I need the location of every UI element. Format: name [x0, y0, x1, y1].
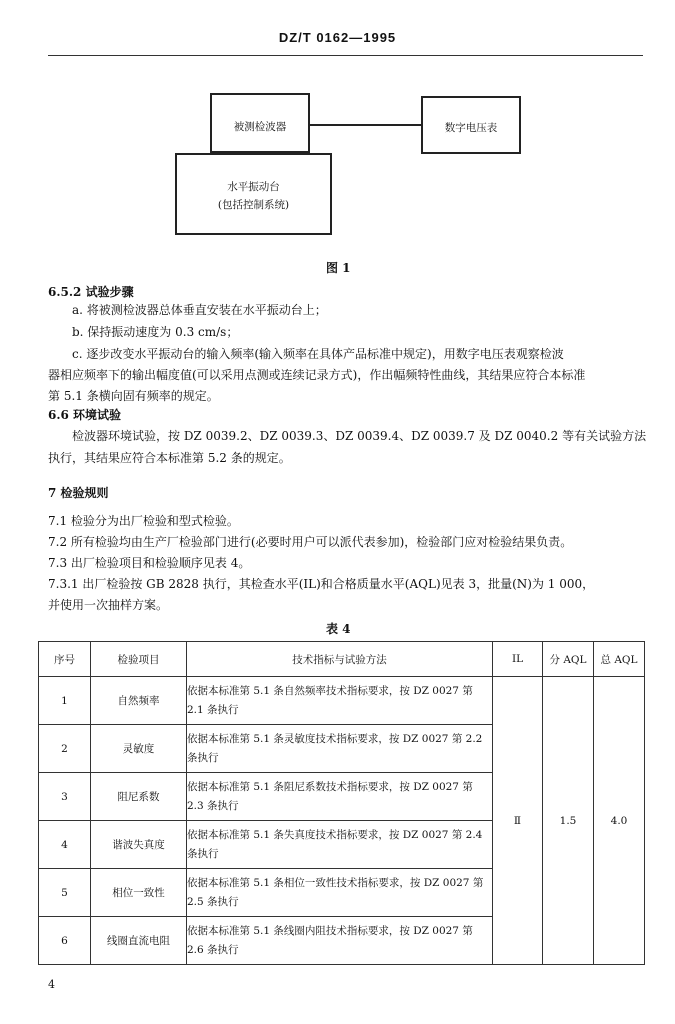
- page-number: 4: [48, 978, 55, 991]
- aql-cell: 1.5: [543, 677, 594, 965]
- page-header: DZ/T 0162—1995: [278, 30, 397, 45]
- total-aql-cell: 4.0: [594, 677, 645, 965]
- box-tested-label: 被测检波器: [233, 121, 287, 133]
- row-item: 谐波失真度: [91, 821, 187, 869]
- row-item: 相位一致性: [91, 869, 187, 917]
- para-7-2: 7.2 所有检验均由生产厂检验部门进行(必要时用户可以派代表参加)，检验部门应对检验结果负责。: [48, 535, 573, 549]
- section-7-title: 7 检验规则: [48, 486, 109, 500]
- row-no: 3: [39, 773, 91, 821]
- box-shaker-label-1: 水平振动台: [227, 181, 280, 193]
- row-no: 5: [39, 869, 91, 917]
- header-total-aql: 总 AQL: [594, 642, 645, 677]
- figure-1: [0, 0, 675, 275]
- il-cell: Ⅱ: [493, 677, 543, 965]
- row-tech: 依据本标准第 5.1 条相位一致性技术指标要求，按 DZ 0027 第 2.5 条执行: [187, 869, 493, 917]
- header-tech: 技术指标与试验方法: [187, 642, 493, 677]
- row-item: 自然频率: [91, 677, 187, 725]
- row-tech: 依据本标准第 5.1 条阻尼系数技术指标要求，按 DZ 0027 第 2.3 条执行: [187, 773, 493, 821]
- section-66-line-1: 检波器环境试验，按 DZ 0039.2、DZ 0039.3、DZ 0039.4、DZ 0039.7 及 DZ 0040.2 等有关试验方法: [72, 429, 647, 443]
- header-item: 检验项目: [91, 642, 187, 677]
- section-652-c-3: 第 5.1 条横向固有频率的规定。: [48, 389, 219, 403]
- row-no: 4: [39, 821, 91, 869]
- box-shaker: [175, 153, 332, 235]
- table-header-row: [39, 642, 645, 677]
- para-7-1: 7.1 检验分为出厂检验和型式检验。: [48, 514, 239, 528]
- row-item: 线圈直流电阻: [91, 917, 187, 965]
- section-652-a: a. 将被测检波器总体垂直安装在水平振动台上；: [72, 303, 327, 317]
- connector-line: [310, 124, 421, 126]
- para-7-3-1-line-2: 并使用一次抽样方案。: [48, 598, 169, 612]
- row-tech: 依据本标准第 5.1 条失真度技术指标要求，按 DZ 0027 第 2.4 条执行: [187, 821, 493, 869]
- row-tech: 依据本标准第 5.1 条自然频率技术指标要求，按 DZ 0027 第 2.1 条执行: [187, 677, 493, 725]
- row-no: 1: [39, 677, 91, 725]
- table-4: [38, 641, 645, 965]
- row-item: 灵敏度: [91, 725, 187, 773]
- header-no: 序号: [39, 642, 91, 677]
- table-4-title: 表 4: [326, 622, 351, 636]
- row-no: 2: [39, 725, 91, 773]
- box-tested-geophone: [210, 93, 310, 153]
- section-652-c-1: c. 逐步改变水平振动台的输入频率(输入频率在具体产品标准中规定)，用数字电压表观察检波: [72, 347, 564, 361]
- row-item: 阻尼系数: [91, 773, 187, 821]
- para-7-3-1-line-1: 7.3.1 出厂检验按 GB 2828 执行，其检查水平(IL)和合格质量水平(AQL)见表 3，批量(N)为 1 000，: [48, 577, 595, 591]
- header-il: IL: [493, 642, 543, 677]
- box-voltmeter-label: 数字电压表: [444, 122, 498, 134]
- section-652-title: 6.5.2 试验步骤: [48, 285, 134, 299]
- figure-caption: 图 1: [326, 261, 351, 275]
- box-voltmeter: [421, 96, 521, 154]
- row-tech: 依据本标准第 5.1 条线圈内阻技术指标要求，按 DZ 0027 第 2.6 条执行: [187, 917, 493, 965]
- row-no: 6: [39, 917, 91, 965]
- row-tech: 依据本标准第 5.1 条灵敏度技术指标要求，按 DZ 0027 第 2.2 条执行: [187, 725, 493, 773]
- section-652-c-2: 器相应频率下的输出幅度值(可以采用点测或连续记录方式)，作出幅频特性曲线，其结果应符合本标准: [48, 368, 586, 382]
- section-652-b: b. 保持振动速度为 0.3 cm/s；: [72, 325, 239, 339]
- section-66-title: 6.6 环境试验: [48, 408, 122, 422]
- box-shaker-label-2: (包括控制系统): [217, 199, 290, 211]
- header-aql: 分 AQL: [543, 642, 594, 677]
- table-row: [39, 677, 645, 725]
- para-7-3: 7.3 出厂检验项目和检验顺序见表 4。: [48, 556, 251, 570]
- section-66-line-2: 执行，其结果应符合本标准第 5.2 条的规定。: [48, 451, 291, 465]
